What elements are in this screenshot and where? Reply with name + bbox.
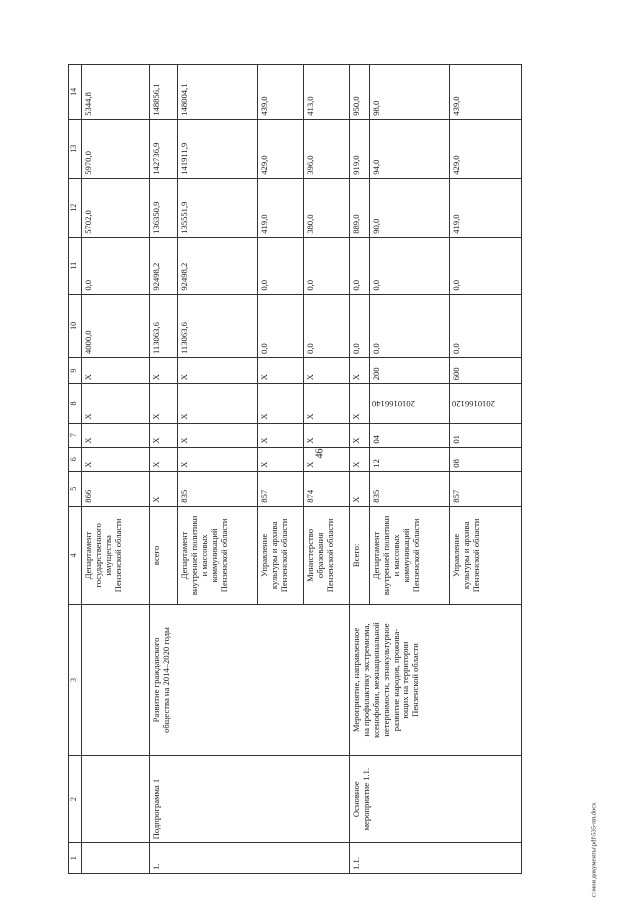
csr-cell: X [304,384,350,423]
responsible-executor-cell: Департамент государственного имущества Пензенской области [82,506,150,604]
amount-2014-cell: 0,0 [450,294,522,357]
vr-cell: X [178,358,258,384]
amount-2016-cell: 5702,0 [82,178,150,237]
table-row [150,65,178,874]
amount-2018-cell: 413,0 [304,65,350,120]
header-col-9: 9 [69,358,82,384]
amount-2014-cell: 113063,6 [150,294,178,357]
header-col-14: 14 [69,65,82,120]
program-description-cell: Мероприятие, направленное на профилактику экстремизма, ксенофобии, межнациональной нетерпимости, этнокультурное развитие народов, прожива- ющих на территории Пензенской области [350,605,522,756]
rz-cell: X [304,447,350,471]
vr-cell: 600 [450,358,522,384]
amount-2018-cell: 439,0 [258,65,304,120]
rz-cell: X [350,447,370,471]
vr-cell: 200 [370,358,450,384]
amount-2015-cell: 0,0 [450,237,522,294]
amount-2017-cell: 429,0 [450,119,522,178]
amount-2016-cell: 135551,9 [178,178,258,237]
header-col-11: 11 [69,237,82,294]
header-row [69,65,82,874]
rotated-table-container [68,64,533,874]
pr-cell: X [82,423,150,447]
program-name-cell [82,755,150,842]
csr-cell [450,384,522,423]
pr-cell: X [178,423,258,447]
amount-2017-cell: 429,0 [258,119,304,178]
amount-2015-cell: 92498,2 [150,237,178,294]
responsible-executor-cell: Департамент внутренней политики и массовых коммуникаций Пензенской области [370,506,450,604]
pr-cell: 01 [450,423,522,447]
amount-2016-cell: 889,0 [350,178,370,237]
pr-cell: X [350,423,370,447]
pr-cell: X [304,423,350,447]
amount-2018-cell: 950,0 [350,65,370,120]
grbs-cell: X [150,471,178,506]
pr-cell: X [150,423,178,447]
header-col-3: 3 [69,605,82,756]
header-col-4: 4 [69,506,82,604]
pr-cell: X [258,423,304,447]
amount-2016-cell: 419,0 [450,178,522,237]
amount-2014-cell: 0,0 [370,294,450,357]
amount-2017-cell: 919,0 [350,119,370,178]
header-col-8: 8 [69,384,82,423]
program-name-cell: Подпрограмма 1 [150,755,350,842]
amount-2016-cell: 419,0 [258,178,304,237]
vr-cell: X [350,358,370,384]
csr-code: 2010166140 [372,399,415,410]
amount-2018-cell: 148856,1 [150,65,178,120]
header-col-2: 2 [69,755,82,842]
grbs-cell: 857 [450,471,522,506]
amount-2014-cell: 0,0 [350,294,370,357]
csr-cell: X [178,384,258,423]
table-row [82,65,150,874]
responsible-executor-cell: всего [150,506,178,604]
amount-2017-cell: 5970,0 [82,119,150,178]
grbs-cell: 866 [82,471,150,506]
amount-2014-cell: 0,0 [304,294,350,357]
header-col-1: 1 [69,843,82,874]
csr-cell: X [258,384,304,423]
budget-table [68,64,522,874]
amount-2014-cell: 113063,6 [178,294,258,357]
amount-2015-cell: 92498,2 [178,237,258,294]
responsible-executor-cell: Министерство образования Пензенской области [304,506,350,604]
rz-cell: X [178,447,258,471]
amount-2017-cell: 94,0 [370,119,450,178]
amount-2015-cell: 0,0 [370,237,450,294]
amount-2014-cell: 4000,0 [82,294,150,357]
grbs-cell: 835 [370,471,450,506]
header-col-6: 6 [69,447,82,471]
amount-2015-cell: 0,0 [350,237,370,294]
pr-cell: 04 [370,423,450,447]
grbs-cell: 857 [258,471,304,506]
amount-2018-cell: 98,0 [370,65,450,120]
csr-cell: X [82,384,150,423]
amount-2015-cell: 0,0 [82,237,150,294]
program-description-cell: Развитие гражданского общества на 2014–2020 годы [150,605,350,756]
table-row [350,65,370,874]
header-col-7: 7 [69,423,82,447]
rz-cell: 08 [450,447,522,471]
program-description-cell [82,605,150,756]
amount-2017-cell: 141911,9 [178,119,258,178]
footer-file-path: c:\мои документы\pdf\535-пп.docx [590,802,598,898]
amount-2016-cell: 136350,9 [150,178,178,237]
program-name-cell: Основное мероприятие 1.1. [350,755,522,842]
header-col-13: 13 [69,119,82,178]
vr-cell: X [258,358,304,384]
row-number-cell: 1.1. [350,843,522,874]
vr-cell: X [304,358,350,384]
vr-cell: X [150,358,178,384]
responsible-executor-cell: Всего: [350,506,370,604]
amount-2016-cell: 90,0 [370,178,450,237]
rz-cell: X [150,447,178,471]
amount-2018-cell: 148004,1 [178,65,258,120]
amount-2017-cell: 396,0 [304,119,350,178]
row-number-cell: 1. [150,843,350,874]
amount-2015-cell: 0,0 [304,237,350,294]
vr-cell: X [82,358,150,384]
grbs-cell: 874 [304,471,350,506]
amount-2017-cell: 142736,9 [150,119,178,178]
header-col-5: 5 [69,471,82,506]
rz-cell: 12 [370,447,450,471]
header-col-10: 10 [69,294,82,357]
csr-code: 2010166120 [452,399,495,410]
responsible-executor-cell: Управление культуры и архива Пензенской области [450,506,522,604]
rz-cell: X [82,447,150,471]
csr-cell: X [150,384,178,423]
page-number: 46 [314,448,326,459]
header-col-12: 12 [69,178,82,237]
csr-cell: X [350,384,370,423]
rz-cell: X [258,447,304,471]
grbs-cell: 835 [178,471,258,506]
responsible-executor-cell: Департамент внутренней политики и массовых коммуникаций Пензенской области [178,506,258,604]
row-number-cell [82,843,150,874]
amount-2014-cell: 0,0 [258,294,304,357]
amount-2016-cell: 380,0 [304,178,350,237]
amount-2018-cell: 439,0 [450,65,522,120]
grbs-cell: X [350,471,370,506]
amount-2018-cell: 5344,8 [82,65,150,120]
amount-2015-cell: 0,0 [258,237,304,294]
responsible-executor-cell: Управление культуры и архива Пензенской области [258,506,304,604]
csr-cell [370,384,450,423]
